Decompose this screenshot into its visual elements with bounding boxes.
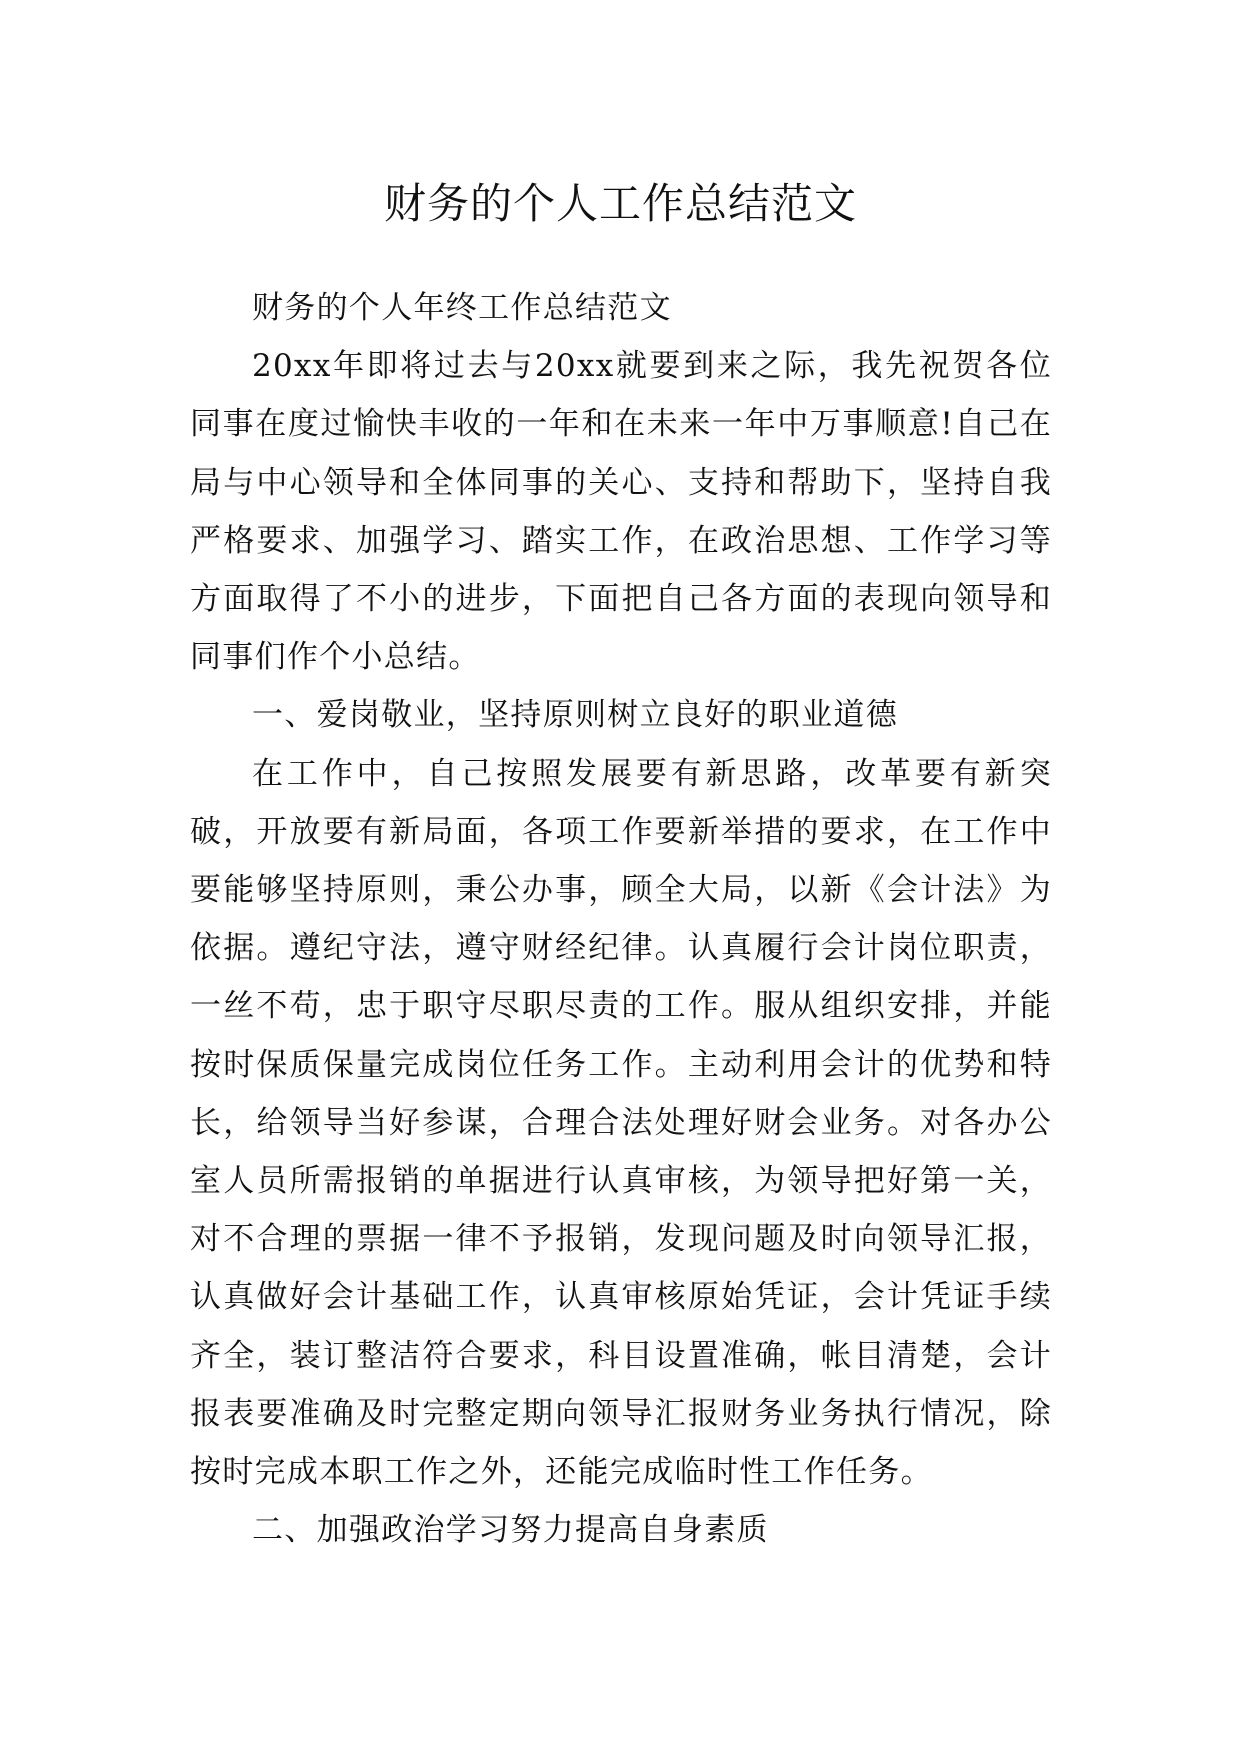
document-body [190,279,1052,1559]
subtitle-paragraph: 财务的个人年终工作总结范文 [252,290,672,326]
intro-paragraph: 20xx年即将过去与20xx就要到来之际，我先祝贺各位同事在度过愉快丰收的一年和在未来一年中万事顺意!自己在局与中心领导和全体同事的关心、支持和帮助下，坚持自我严格要求、加强学习、踏实工作，在政治思想、工作学习等方面取得了不小的进步，下面把自己各方面的表现向领导和同事们作个小总结。 [190,348,1052,676]
section-heading-1: 一、爱岗敬业，坚持原则树立良好的职业道德 [252,697,898,734]
section-1-paragraph: 在工作中，自己按照发展要有新思路，改革要有新突破，开放要有新局面，各项工作要新举措的要求，在工作中要能够坚持原则，秉公办事，顾全大局，以新《会计法》为依据。遵纪守法，遵守财经纪律。认真履行会计岗位职责，一丝不苟，忠于职守尽职尽责的工作。服从组织安排，并能按时保质保量完成岗位任务工作。主动利用会计的优势和特长，给领导当好参谋，合理合法处理好财会业务。对各办公室人员所需报销的单据进行认真审核，为领导把好第一关，对不合理的票据一律不予报销，发现问题及时向领导汇报，认真做好会计基础工作，认真审核原始凭证，会计凭证手续齐全，装订整洁符合要求，科目设置准确，帐目清楚，会计报表要准确及时完整定期向领导汇报财务业务执行情况，除按时完成本职工作之外，还能完成临时性工作任务。 [190,755,1052,1491]
section-heading-2: 二、加强政治学习努力提高自身素质 [252,1512,769,1549]
document-title: 财务的个人工作总结范文 [383,179,857,229]
